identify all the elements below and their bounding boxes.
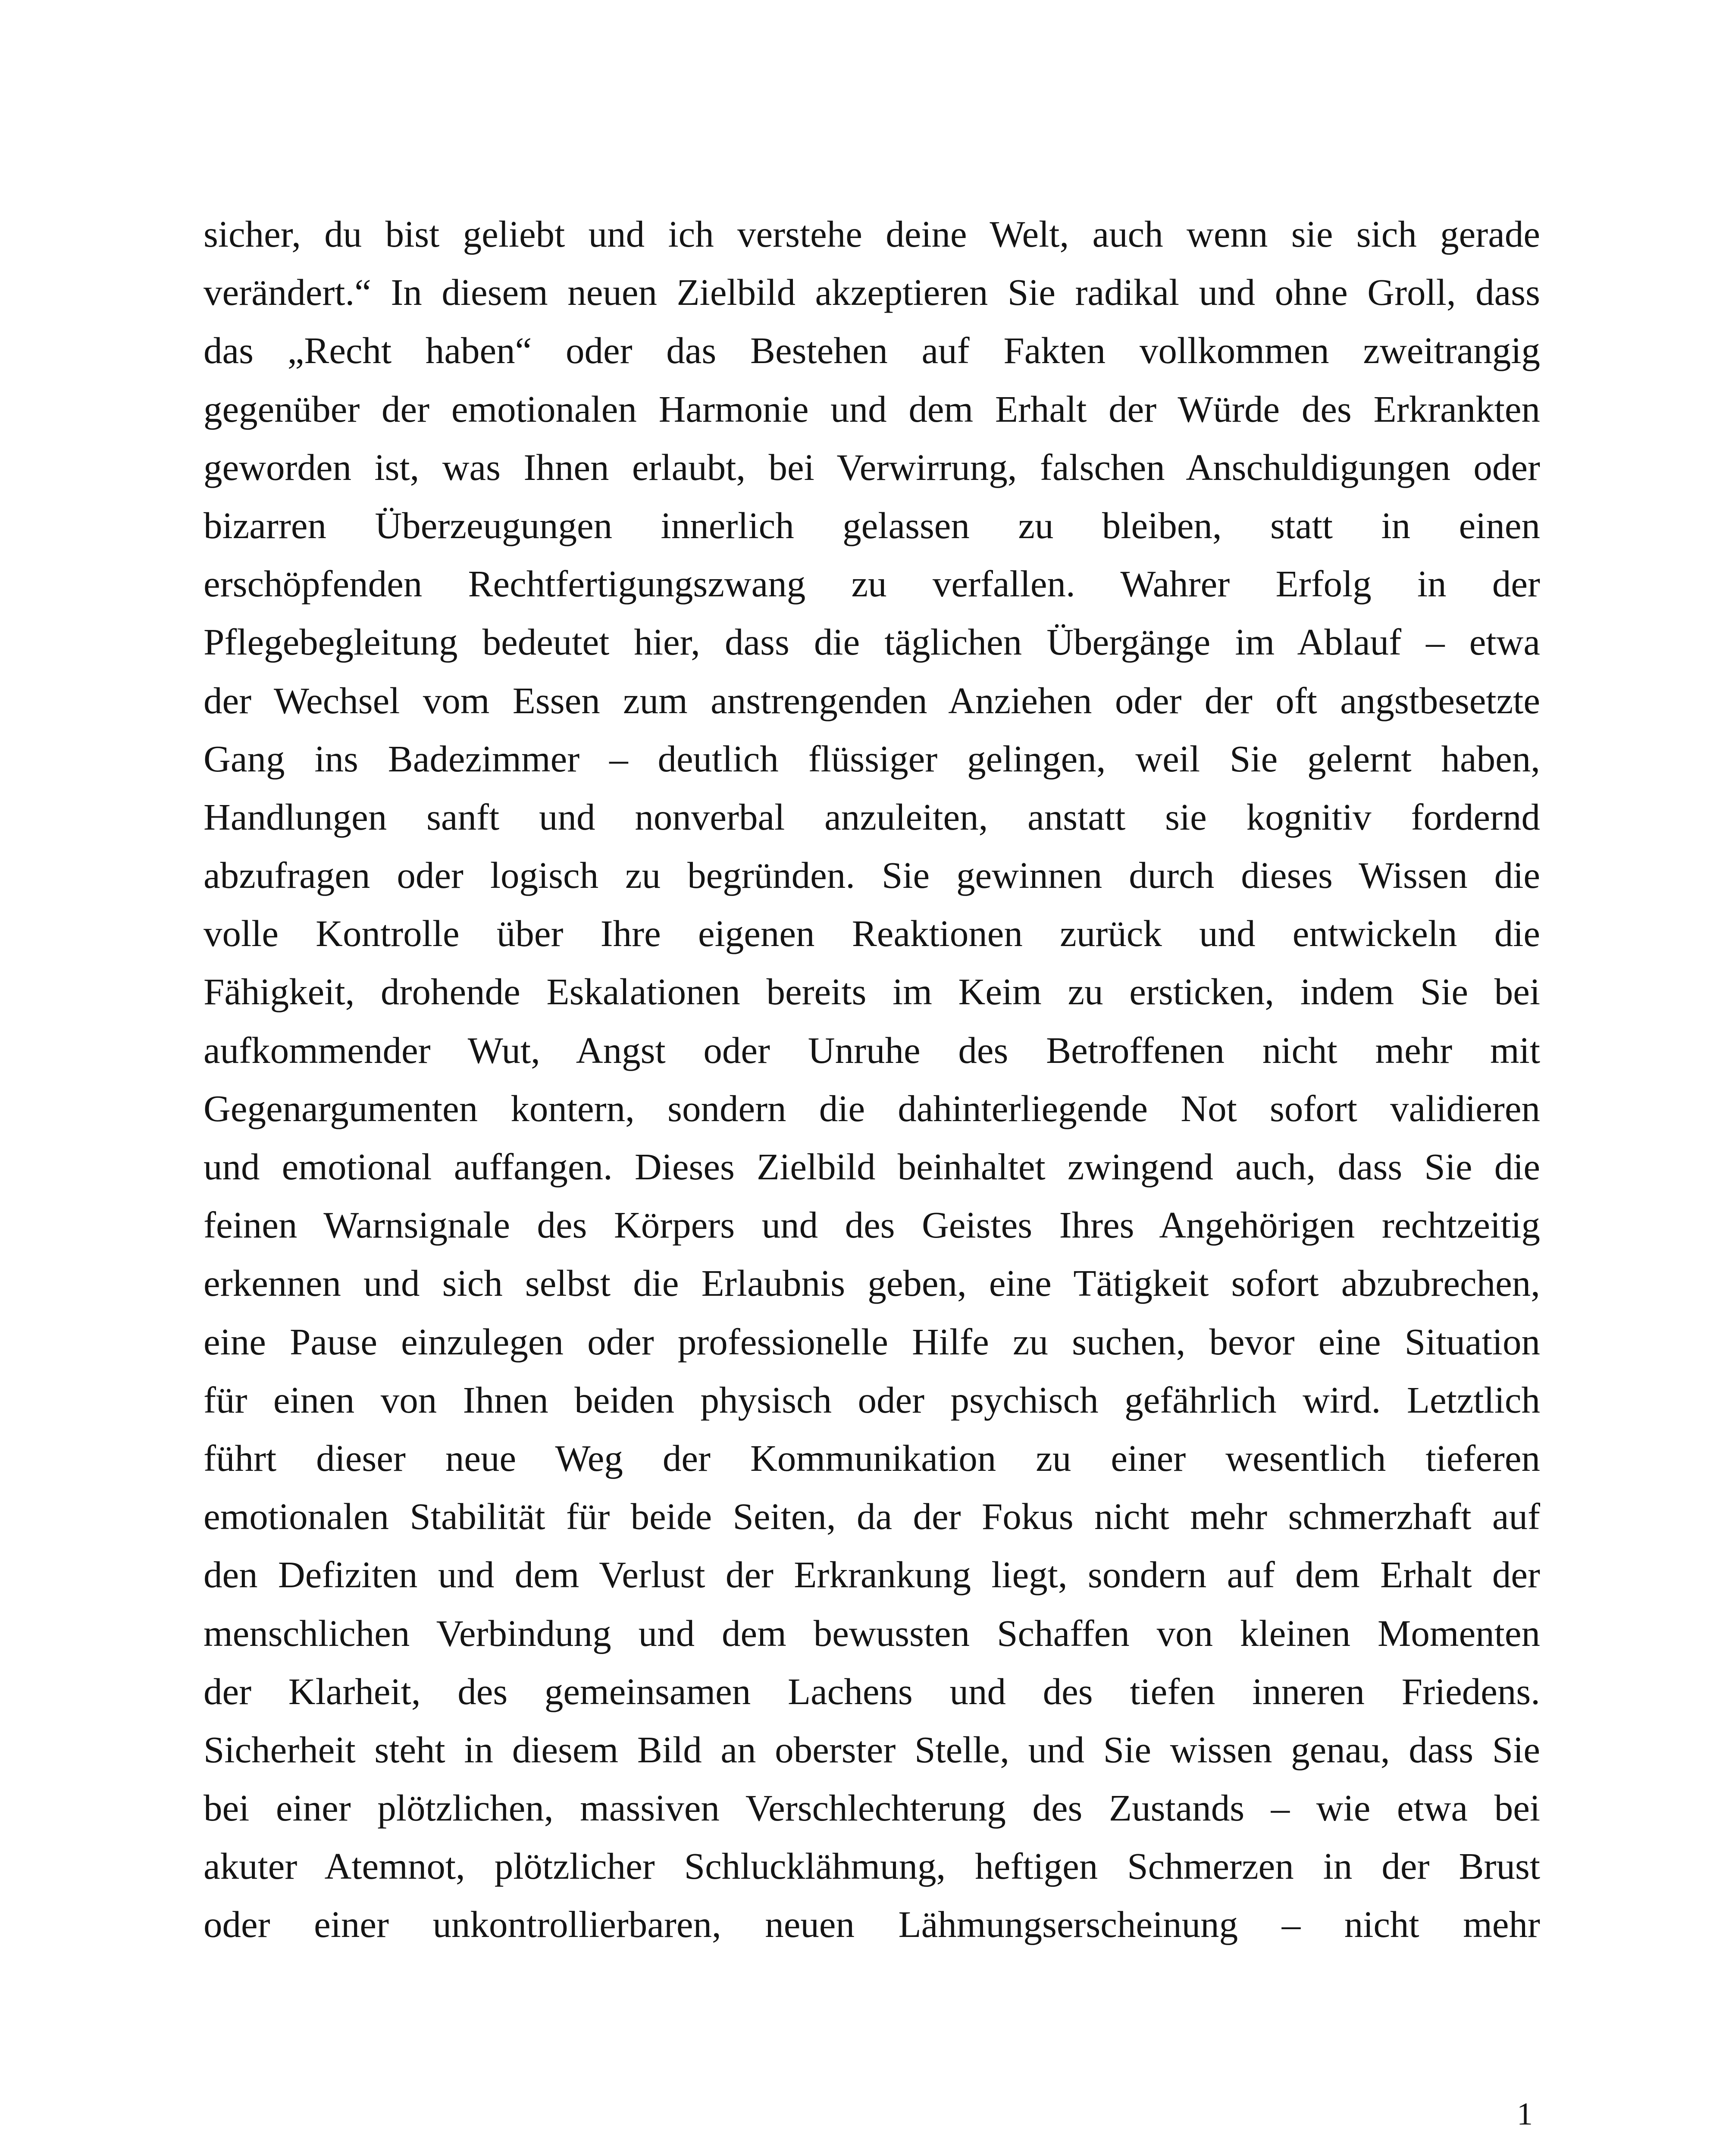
text-line: erschöpfenden Rechtfertigungszwang zu verfallen. Wahrer Erfolg in der [204, 563, 1540, 605]
text-line: Fähigkeit, drohende Eskalationen bereits im Keim zu ersticken, indem Sie bei [204, 971, 1540, 1013]
text-line: Gang ins Badezimmer – deutlich flüssiger gelingen, weil Sie gelernt haben, [204, 737, 1540, 780]
text-line: Gegenargumenten kontern, sondern die dahinterliegende Not sofort validieren [204, 1087, 1540, 1129]
text-line: das „Recht haben“ oder das Bestehen auf Fakten vollkommen zweitrangig [204, 329, 1540, 372]
text-line: der Klarheit, des gemeinsamen Lachens und des tiefen inneren Friedens. [204, 1670, 1540, 1712]
text-line: verändert.“ In diesem neuen Zielbild akzeptieren Sie radikal und ohne Groll, dass [204, 271, 1540, 313]
text-line: der Wechsel vom Essen zum anstrengenden Anziehen oder der oft angstbesetzte [204, 679, 1540, 721]
text-line: oder einer unkontrollierbaren, neuen Lähmungserscheinung – nicht mehr [204, 1903, 1540, 1946]
text-line: Pflegebegleitung bedeutet hier, dass die täglichen Übergänge im Ablauf – etwa [204, 621, 1540, 663]
text-line: für einen von Ihnen beiden physisch oder psychisch gefährlich wird. Letztlich [204, 1379, 1540, 1421]
text-line: abzufragen oder logisch zu begründen. Sie gewinnen durch dieses Wissen die [204, 854, 1540, 896]
text-line: volle Kontrolle über Ihre eigenen Reaktionen zurück und entwickeln die [204, 912, 1540, 955]
page-number: 1 [1517, 2096, 1533, 2132]
text-line: eine Pause einzulegen oder professionelle Hilfe zu suchen, bevor eine Situation [204, 1320, 1540, 1363]
text-line: feinen Warnsignale des Körpers und des Geistes Ihres Angehörigen rechtzeitig [204, 1204, 1540, 1246]
text-line: führt dieser neue Weg der Kommunikation zu einer wesentlich tieferen [204, 1437, 1540, 1479]
text-line: den Defiziten und dem Verlust der Erkrankung liegt, sondern auf dem Erhalt der [204, 1554, 1540, 1596]
text-line: bei einer plötzlichen, massiven Verschlechterung des Zustands – wie etwa bei [204, 1787, 1540, 1829]
text-line: sicher, du bist geliebt und ich verstehe deine Welt, auch wenn sie sich gerade [204, 213, 1540, 255]
text-line: bizarren Überzeugungen innerlich gelassen zu bleiben, statt in einen [204, 504, 1540, 546]
text-line: und emotional auffangen. Dieses Zielbild beinhaltet zwingend auch, dass Sie die [204, 1146, 1540, 1188]
text-line: aufkommender Wut, Angst oder Unruhe des Betroffenen nicht mehr mit [204, 1029, 1540, 1071]
text-line: Sicherheit steht in diesem Bild an oberster Stelle, und Sie wissen genau, dass Sie [204, 1728, 1540, 1771]
text-line: erkennen und sich selbst die Erlaubnis geben, eine Tätigkeit sofort abzubrechen, [204, 1262, 1540, 1304]
text-line: geworden ist, was Ihnen erlaubt, bei Verwirrung, falschen Anschuldigungen oder [204, 446, 1540, 488]
body-paragraph [204, 205, 1540, 1954]
text-line: akuter Atemnot, plötzlicher Schlucklähmung, heftigen Schmerzen in der Brust [204, 1845, 1540, 1887]
text-line: gegenüber der emotionalen Harmonie und dem Erhalt der Würde des Erkrankten [204, 388, 1540, 430]
text-line: emotionalen Stabilität für beide Seiten, da der Fokus nicht mehr schmerzhaft auf [204, 1495, 1540, 1538]
text-line: Handlungen sanft und nonverbal anzuleiten, anstatt sie kognitiv fordernd [204, 796, 1540, 838]
text-line: menschlichen Verbindung und dem bewussten Schaffen von kleinen Momenten [204, 1612, 1540, 1654]
